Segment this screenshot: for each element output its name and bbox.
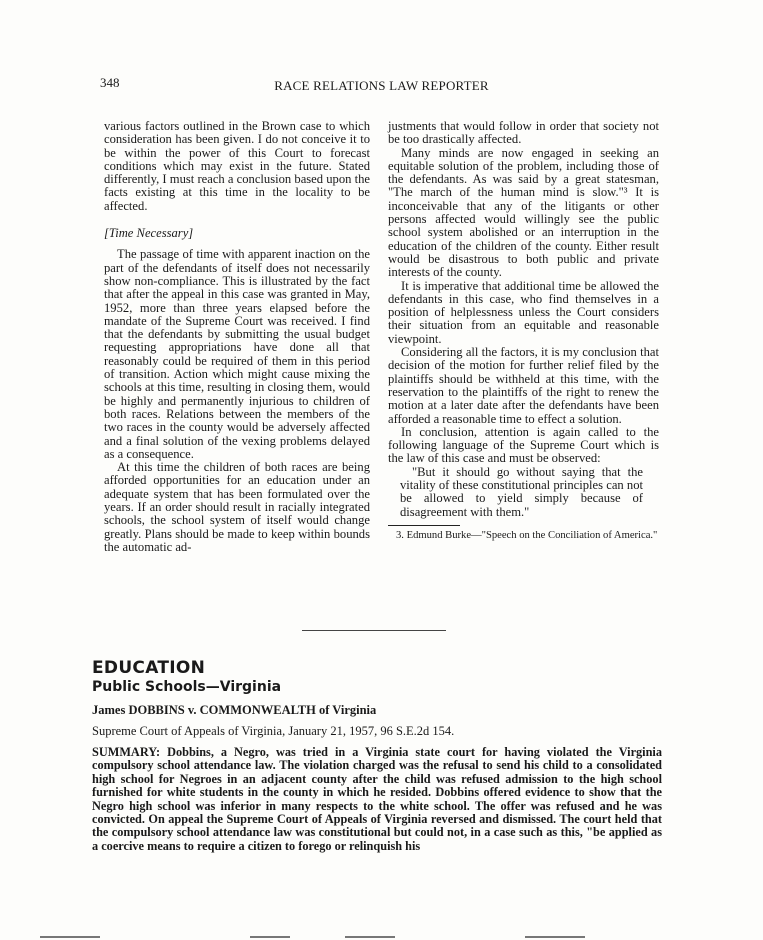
right-paragraph-1: justments that would follow in order that society not be too drastically affected. xyxy=(388,119,659,147)
scan-artifact xyxy=(40,936,100,938)
scan-artifact xyxy=(250,936,290,938)
footnote-rule xyxy=(388,525,460,526)
block-quote: "But it should go without saying that the vitality of these constitutional principles can not be allowed to yield simply because of disagreement with them." xyxy=(400,464,643,519)
case-summary: SUMMARY: Dobbins, a Negro, was tried in a Virginia state court for having violated the Virginia compulsory school attendance law. The violation charged was the refusal to send his child to a consolidated high school for Negroes in an adjacent county after the child was refused admission to the high school furnished for white students in the county in which he resided. Dobbins offered evidence to show that the Negro high school was inferior in many respects to the white school. The offer was refused and he was convicted. On appeal the Supreme Court of Appeals of Virginia reversed and dismissed. The court held that the compulsory school attendance law was constitutional but could not, in a case such as this, "be applied as a coercive means to require a citizen to forego or relinquish his xyxy=(92,745,662,853)
section-separator xyxy=(302,630,446,631)
right-paragraph-5: In conclusion, attention is again called to the following language of the Supreme Court which is the law of this case and must be observed: xyxy=(388,424,659,466)
scan-artifact xyxy=(345,936,395,938)
left-paragraph-2: The passage of time with apparent inaction on the part of the defendants of itself does not necessarily show non-compliance. This is illustrated by the fact that after the appeal in this case was granted in May, 1952, more than three years elapsed before the mandate of the Supreme Court was received. I find that the defendants by submitting the usual budget requesting appropriations have done all that reasonably could be required of them in this period of transition. Action which might cause mixing the schools at this time, resulting in closing them, would be highly and permanently injurious to children of both races. Relations between the members of the two races in the county would be adversely affected and a final solution of the vexing problems delayed as a consequence. xyxy=(104,247,370,461)
left-paragraph-1: various factors outlined in the Brown case to which consideration has been given. I do not conceive it to be within the power of this Court to forecast conditions which may exist in the future. Stated differently, I must reach a conclusion based upon the facts existing at this time in the locality to be affected. xyxy=(104,119,370,213)
right-column xyxy=(388,120,659,542)
case-citation: Supreme Court of Appeals of Virginia, January 21, 1957, 96 S.E.2d 154. xyxy=(92,724,455,738)
footnote: 3. Edmund Burke—"Speech on the Conciliation of America." xyxy=(396,529,658,541)
section-subheading: Public Schools—Virginia xyxy=(92,679,282,695)
case-name: James DOBBINS v. COMMONWEALTH of Virginia xyxy=(92,703,377,717)
running-title: RACE RELATIONS LAW REPORTER xyxy=(274,78,489,93)
right-paragraph-3: It is imperative that additional time be allowed the defendants in this case, who find themselves in a position of helplessness unless the Court considers their situation from an equitable and reasonable viewpoint. xyxy=(388,278,659,346)
left-column xyxy=(104,120,370,554)
subhead-time-necessary: [Time Necessary] xyxy=(104,226,194,241)
page-number: 348 xyxy=(100,75,120,90)
scan-artifact xyxy=(525,936,585,938)
left-paragraph-3: At this time the children of both races are being afforded opportunities for an education under an adequate system that has been formulated over the years. If an order should result in racially integrated schools, the school system of itself would change greatly. Plans should be made to keep within bounds the automatic ad- xyxy=(104,460,370,554)
right-paragraph-4: Considering all the factors, it is my conclusion that decision of the motion for further relief filed by the plaintiffs should be withheld at this time, with the reservation to the plaintiffs of the right to renew the motion at a later date after the defendants have been afforded a reasonable time to effect a solution. xyxy=(388,345,659,426)
right-paragraph-2: Many minds are now engaged in seeking an equitable solution of the problem, including those of the defendants. As was said by a great statesman, "The march of the human mind is slow."³ It is inconceivable that any of the litigants or other persons affected would willingly see the public school system abolished or an interruption in the education of the children of the county. Either result would be disastrous to both public and private interests of the county. xyxy=(388,145,659,280)
section-heading: EDUCATION xyxy=(92,658,206,678)
